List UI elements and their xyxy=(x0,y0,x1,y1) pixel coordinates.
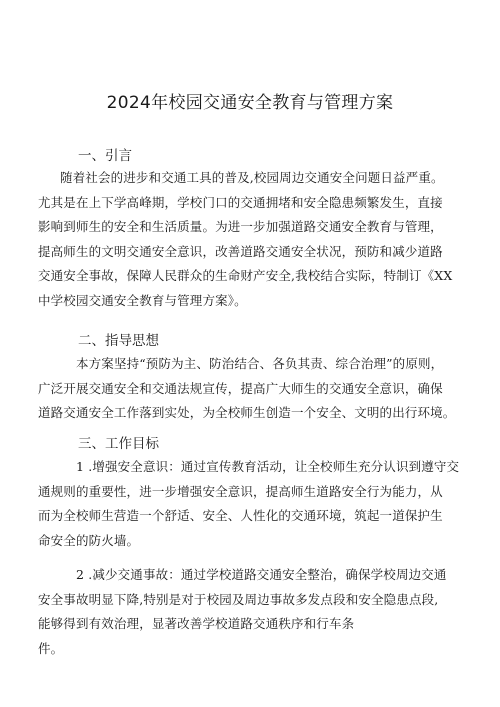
document-title: 2024年校园交通安全教育与管理方案 xyxy=(106,93,394,113)
paragraph-line: 随着社会的进步和交通工具的普及,校园周边交通安全问题日益严重。 xyxy=(60,170,444,185)
section-heading-work-goals: 三、工作目标 xyxy=(78,436,159,452)
paragraph-line: 命安全的防火墙。 xyxy=(38,532,140,548)
paragraph-line: 交通安全事故，保障人民群众的生命财产安全,我校结合实际，特制订《XX xyxy=(38,268,453,283)
section-heading-guiding-principles: 二、指导思想 xyxy=(78,333,159,349)
paragraph-line: 提高师生的文明交通安全意识，改善道路交通安全状况，预防和减少道路 xyxy=(38,243,443,259)
paragraph-line: 道路交通安全工作落到实处，为全校师生创造一个安全、文明的出行环境。 xyxy=(38,405,456,420)
paragraph-line: 影响到师生的安全和生活质量。为进一步加强道路交通安全教育与管理， xyxy=(38,219,443,234)
paragraph-line: 中学校园交通安全教育与管理方案》。 xyxy=(38,292,247,308)
paragraph-line: 尤其是在上下学高峰期，学校门口的交通拥堵和安全隐患频繁发生，直接 xyxy=(38,194,443,210)
paragraph-line: 而为全校师生营造一个舒适、安全、人性化的交通环境，筑起一道保护生 xyxy=(38,508,443,523)
goal-item-2 xyxy=(38,563,468,661)
paragraph-line: 通规则的重要性，进一步增强安全意识，提高师生道路安全行为能力，从 xyxy=(38,483,443,499)
paragraph-line: 1 .增强安全意识：通过宣传教育活动，让全校师生充分认识到遵守交 xyxy=(76,459,460,474)
section-guiding-paragraph xyxy=(38,352,468,426)
paragraph-line: 广泛开展交通安全和交通法规宣传，提高广大师生的交通安全意识，确保 xyxy=(38,380,443,396)
section-intro-paragraph xyxy=(38,166,468,313)
section-heading-intro: 一、引言 xyxy=(78,148,132,164)
paragraph-line: 能够得到有效治理，显著改善学校道路交通秩序和行车条 xyxy=(38,616,355,631)
paragraph-line: 安全事故明显下降,特别是对于校园及周边事故多发点段和安全隐患点段, xyxy=(38,591,439,607)
paragraph-line: 件。 xyxy=(38,640,64,656)
paragraph-line: 本方案坚持“预防为主、防治结合、各负其责、综合治理”的原则， xyxy=(76,356,444,371)
goal-item-1 xyxy=(38,455,468,553)
paragraph-line: 2 .减少交通事故：通过学校道路交通安全整治，确保学校周边交通 xyxy=(76,567,447,582)
